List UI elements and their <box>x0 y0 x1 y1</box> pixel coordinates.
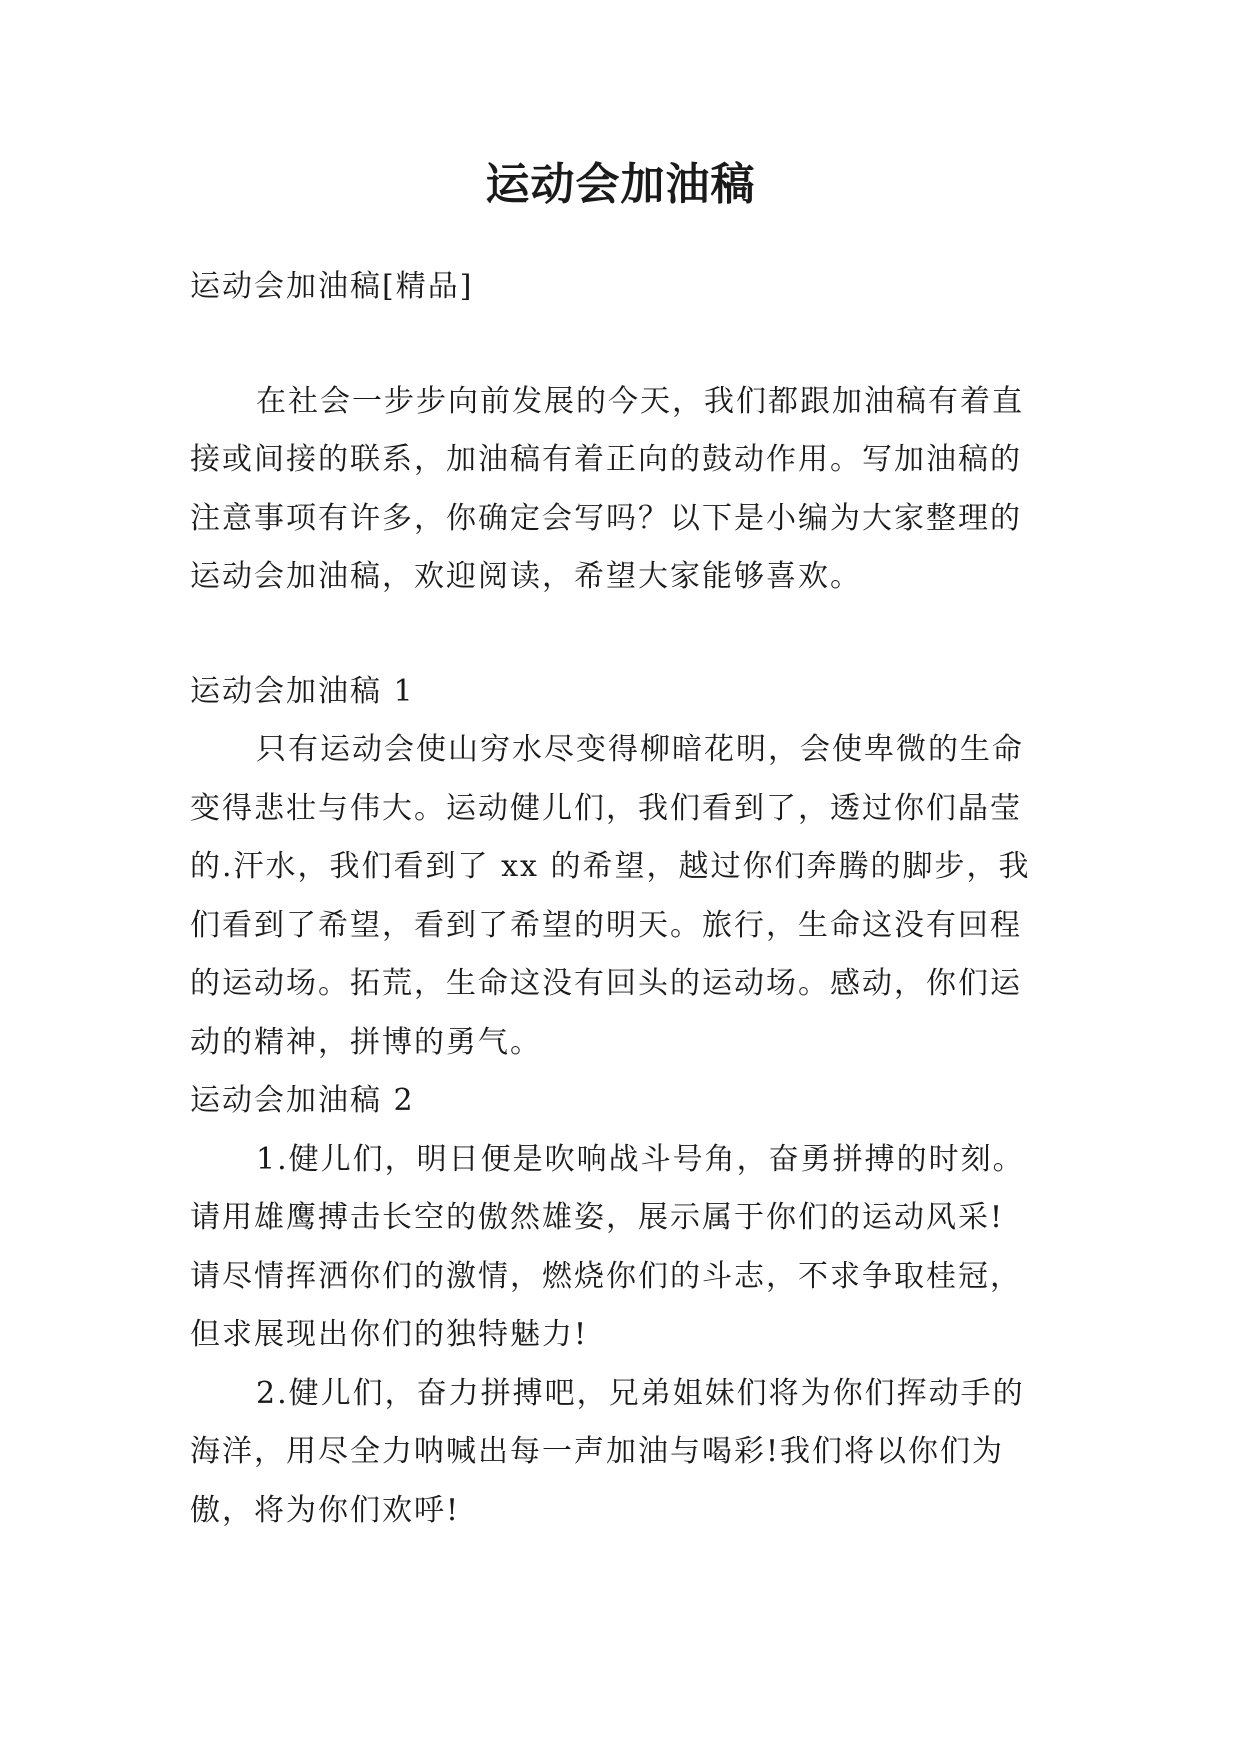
text-line: 接或间接的联系，加油稿有着正向的鼓动作用。写加油稿的 <box>190 442 1022 477</box>
text-line: 们看到了希望，看到了希望的明天。旅行，生命这没有回程 <box>190 907 1022 943</box>
document-title: 运动会加油稿 <box>485 159 756 210</box>
intro-paragraph <box>190 373 1060 607</box>
text-line: 海洋，用尽全力呐喊出每一声加油与喝彩!我们将以你们为 <box>190 1434 1005 1469</box>
text-line: 的运动场。拓荒，生命这没有回头的运动场。感动，你们运 <box>190 966 1022 1001</box>
section-heading: 运动会加油稿 2 <box>190 1083 415 1118</box>
section-1 <box>190 663 1060 1073</box>
text-line: 注意事项有许多，你确定会写吗？以下是小编为大家整理的 <box>190 500 1022 536</box>
text-line: 运动会加油稿，欢迎阅读，希望大家能够喜欢。 <box>190 559 862 594</box>
text-line: 请用雄鹰搏击长空的傲然雄姿，展示属于你们的运动风采! <box>190 1200 1005 1235</box>
text-line: 1.健儿们，明日便是吹响战斗号角，奋勇拼搏的时刻。 <box>256 1141 1025 1177</box>
text-line: 的.汗水，我们看到了 xx 的希望，越过你们奔腾的脚步，我 <box>190 849 1031 884</box>
text-line: 2.健儿们，奋力拼搏吧，兄弟姐妹们将为你们挥动手的 <box>256 1375 1025 1411</box>
document-body <box>190 258 1060 1540</box>
text-line: 但求展现出你们的独特魅力! <box>190 1317 589 1352</box>
section-heading: 运动会加油稿 1 <box>190 673 415 709</box>
text-line: 请尽情挥洒你们的激情，燃烧你们的斗志，不求争取桂冠， <box>190 1258 1022 1294</box>
text-line: 动的精神，拼博的勇气。 <box>190 1024 542 1060</box>
text-line: 傲，将为你们欢呼! <box>190 1492 461 1528</box>
text-line: 变得悲壮与伟大。运动健儿们，我们看到了，透过你们晶莹 <box>190 790 1022 826</box>
text-line: 在社会一步步向前发展的今天，我们都跟加油稿有着直 <box>256 383 1024 419</box>
text-line: 只有运动会使山穷水尽变得柳暗花明，会使卑微的生命 <box>256 732 1024 767</box>
section-2 <box>190 1072 1060 1540</box>
document-subtitle: 运动会加油稿[精品] <box>190 269 474 304</box>
